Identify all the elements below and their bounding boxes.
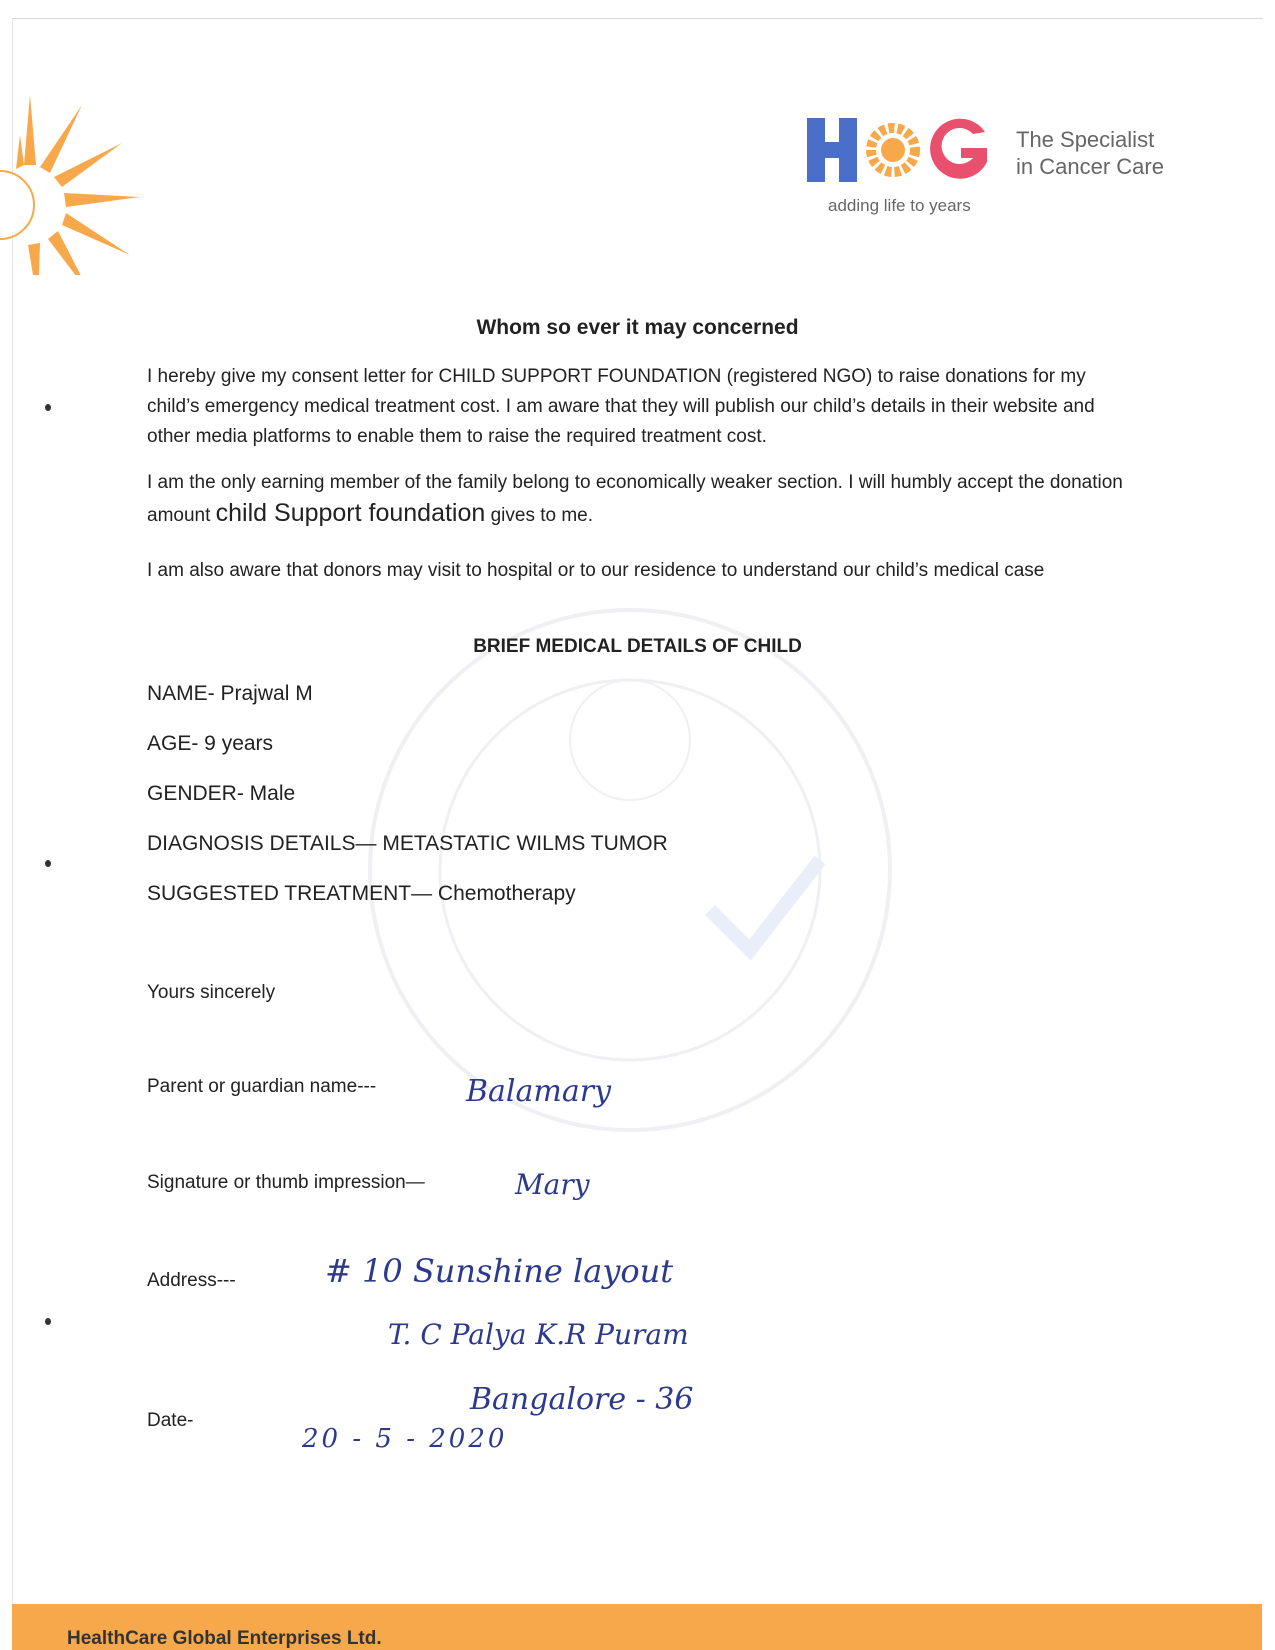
diagnosis-details: DIAGNOSIS DETAILS— METASTATIC WILMS TUMOR: [147, 832, 668, 855]
child-age: AGE- 9 years: [147, 732, 274, 755]
address-label: Address---: [147, 1270, 236, 1291]
foundation-name: child Support foundation: [215, 499, 486, 527]
address-line1: # 10 Sunshine layout: [325, 1252, 674, 1290]
logo-subtitle: adding life to years: [828, 196, 971, 215]
date-handwritten: 20 - 5 - 2020: [302, 1424, 508, 1454]
child-name: NAME- Prajwal M: [147, 682, 313, 705]
guardian-label: Parent or guardian name---: [147, 1076, 377, 1097]
income-paragraph: [147, 468, 1137, 531]
child-gender: GENDER- Male: [147, 782, 296, 805]
hcg-logo: [805, 112, 1005, 192]
income-text-start: I am the only earning member of the family belong to economically weaker section. I will humbly accept the donation amount: [147, 472, 1123, 526]
tagline-line2: in Cancer Care: [1016, 154, 1164, 179]
signature-handwritten: Mary: [515, 1168, 590, 1201]
footer-company: HealthCare Global Enterprises Ltd.: [67, 1628, 382, 1649]
closing-sincerely: Yours sincerely: [147, 982, 276, 1003]
scan-dot: [45, 1318, 51, 1325]
consent-paragraph: I hereby give my consent letter for CHILD SUPPORT FOUNDATION (registered NGO) to raise donations for my child’s emergency medical treatment cost. I am aware that they will publish our child’s details in their website and other media platforms to enable them to raise the required treatment cost.: [147, 366, 1095, 447]
accreditation-watermark: [350, 590, 910, 1150]
logo-tagline: [1016, 126, 1164, 180]
scan-dot: [45, 860, 51, 867]
tagline-line1: The Specialist: [1016, 127, 1155, 152]
suggested-treatment: SUGGESTED TREATMENT— Chemotherapy: [147, 882, 576, 905]
medical-heading: BRIEF MEDICAL DETAILS OF CHILD: [473, 636, 802, 657]
date-label: Date-: [147, 1410, 194, 1431]
income-text-end: gives to me.: [485, 505, 594, 526]
letter-title: Whom so ever it may concerned: [476, 316, 799, 339]
address-line2: T. C Palya K.R Puram: [388, 1318, 689, 1351]
scan-dot: [45, 404, 51, 411]
donor-visit-paragraph: I am also aware that donors may visit to hospital or to our residence to understand our child’s medical case: [147, 560, 1045, 581]
guardian-name-handwritten: Balamary: [466, 1074, 612, 1109]
sun-icon: [0, 45, 140, 275]
signature-label: Signature or thumb impression—: [147, 1172, 425, 1193]
footer-bar: [12, 1604, 1262, 1650]
address-line3: Bangalore - 36: [470, 1382, 694, 1417]
